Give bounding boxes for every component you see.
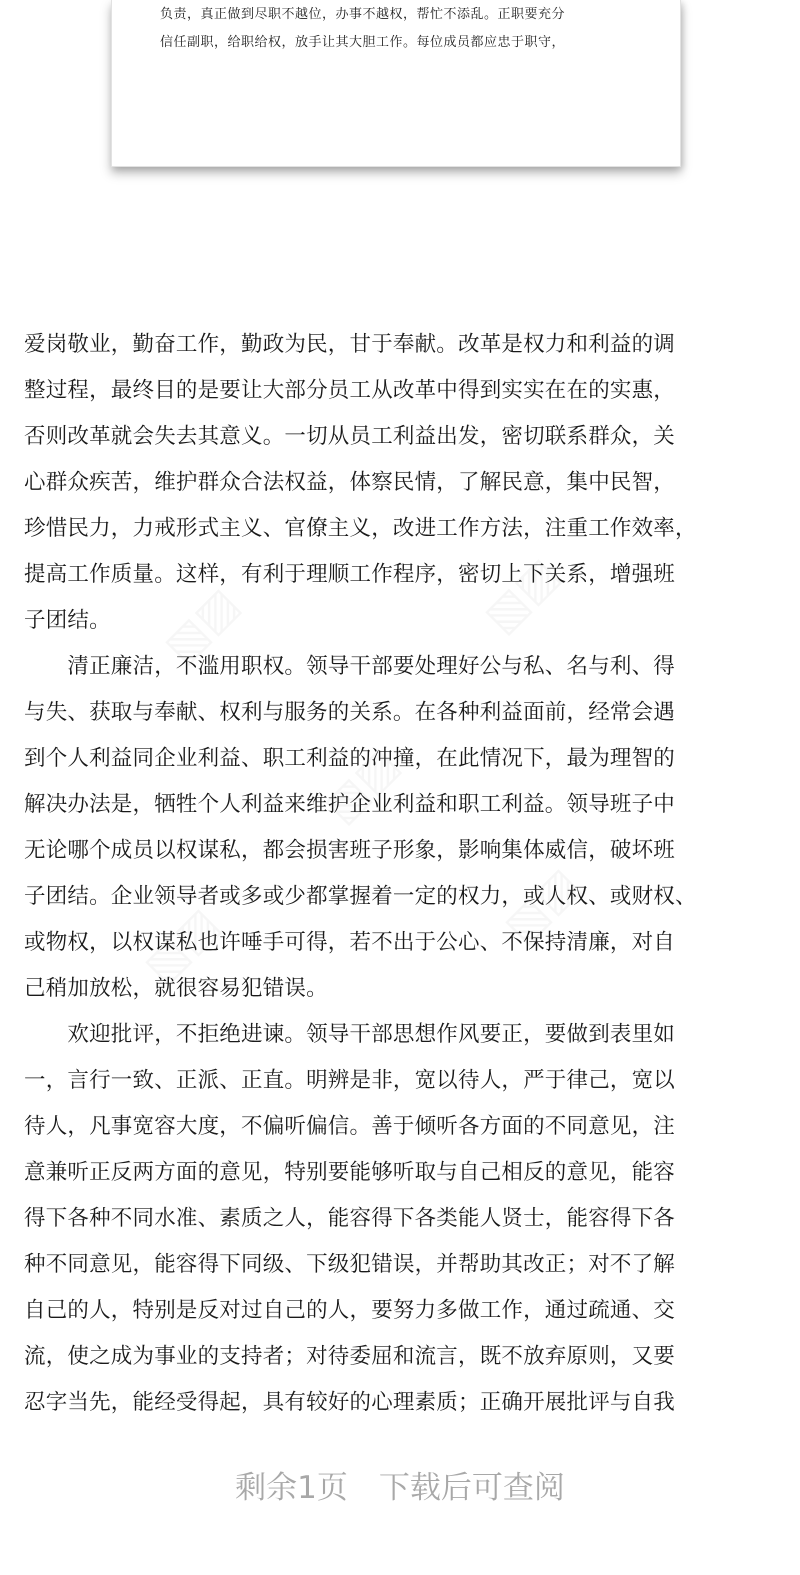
text-line: 提高工作质量。这样，有利于理顺工作程序，密切上下关系，增强班: [24, 562, 676, 587]
remaining-pages-download-prompt[interactable]: 剩余1页 下载后可查阅: [235, 1470, 565, 1506]
text-line: 一，言行一致、正派、正直。明辨是非，宽以待人，严于律己，宽以: [24, 1068, 676, 1093]
text-line: 整过程，最终目的是要让大部分员工从改革中得到实实在在的实惠，: [24, 378, 676, 403]
text-line: 或物权，以权谋私也许唾手可得，若不出于公心、不保持清廉，对自: [24, 930, 676, 955]
text-line: 无论哪个成员以权谋私，都会损害班子形象，影响集体威信，破坏班: [24, 838, 676, 863]
card-text-line-1: 负责，真正做到尽职不越位，办事不越权，帮忙不添乱。正职要充分: [160, 7, 566, 22]
text-line: 欢迎批评，不拒绝进谏。领导干部思想作风要正，要做到表里如: [24, 1022, 676, 1047]
text-line: 种不同意见，能容得下同级、下级犯错误，并帮助其改正；对不了解: [24, 1252, 676, 1277]
text-line: 忍字当先，能经受得起，具有较好的心理素质；正确开展批评与自我: [24, 1390, 676, 1415]
text-line: 自己的人，特别是反对过自己的人，要努力多做工作，通过疏通、交: [24, 1298, 676, 1323]
previous-page-card: [111, 0, 681, 167]
text-line: 子团结。企业领导者或多或少都掌握着一定的权力，或人权、或财权、: [24, 884, 697, 909]
card-text-line-2: 信任副职，给职给权，放手让其大胆工作。每位成员都应忠于职守，: [160, 35, 566, 50]
text-line: 心群众疾苦，维护群众合法权益，体察民情，了解民意，集中民智，: [24, 470, 676, 495]
text-line: 到个人利益同企业利益、职工利益的冲撞，在此情况下，最为理智的: [24, 746, 676, 771]
text-line: 解决办法是，牺牲个人利益来维护企业利益和职工利益。领导班子中: [24, 792, 676, 817]
text-line: 待人，凡事宽容大度，不偏听偏信。善于倾听各方面的不同意见，注: [24, 1114, 676, 1139]
text-line: 得下各种不同水准、素质之人，能容得下各类能人贤士，能容得下各: [24, 1206, 676, 1231]
text-line: 己稍加放松，就很容易犯错误。: [24, 976, 328, 1001]
text-line: 流，使之成为事业的支持者；对待委屈和流言，既不放弃原则，又要: [24, 1344, 676, 1369]
text-line: 意兼听正反两方面的意见，特别要能够听取与自己相反的意见，能容: [24, 1160, 676, 1185]
text-line: 否则改革就会失去其意义。一切从员工利益出发，密切联系群众，关: [24, 424, 676, 449]
text-line: 珍惜民力，力戒形式主义、官僚主义，改进工作方法，注重工作效率，: [24, 516, 697, 541]
text-line: 爱岗敬业，勤奋工作，勤政为民，甘于奉献。改革是权力和利益的调: [24, 332, 676, 357]
text-line: 子团结。: [24, 608, 111, 633]
text-line: 清正廉洁，不滥用职权。领导干部要处理好公与私、名与利、得: [24, 654, 676, 679]
document-body: [24, 322, 794, 1426]
text-line: 与失、获取与奉献、权利与服务的关系。在各种利益面前，经常会遇: [24, 700, 676, 725]
